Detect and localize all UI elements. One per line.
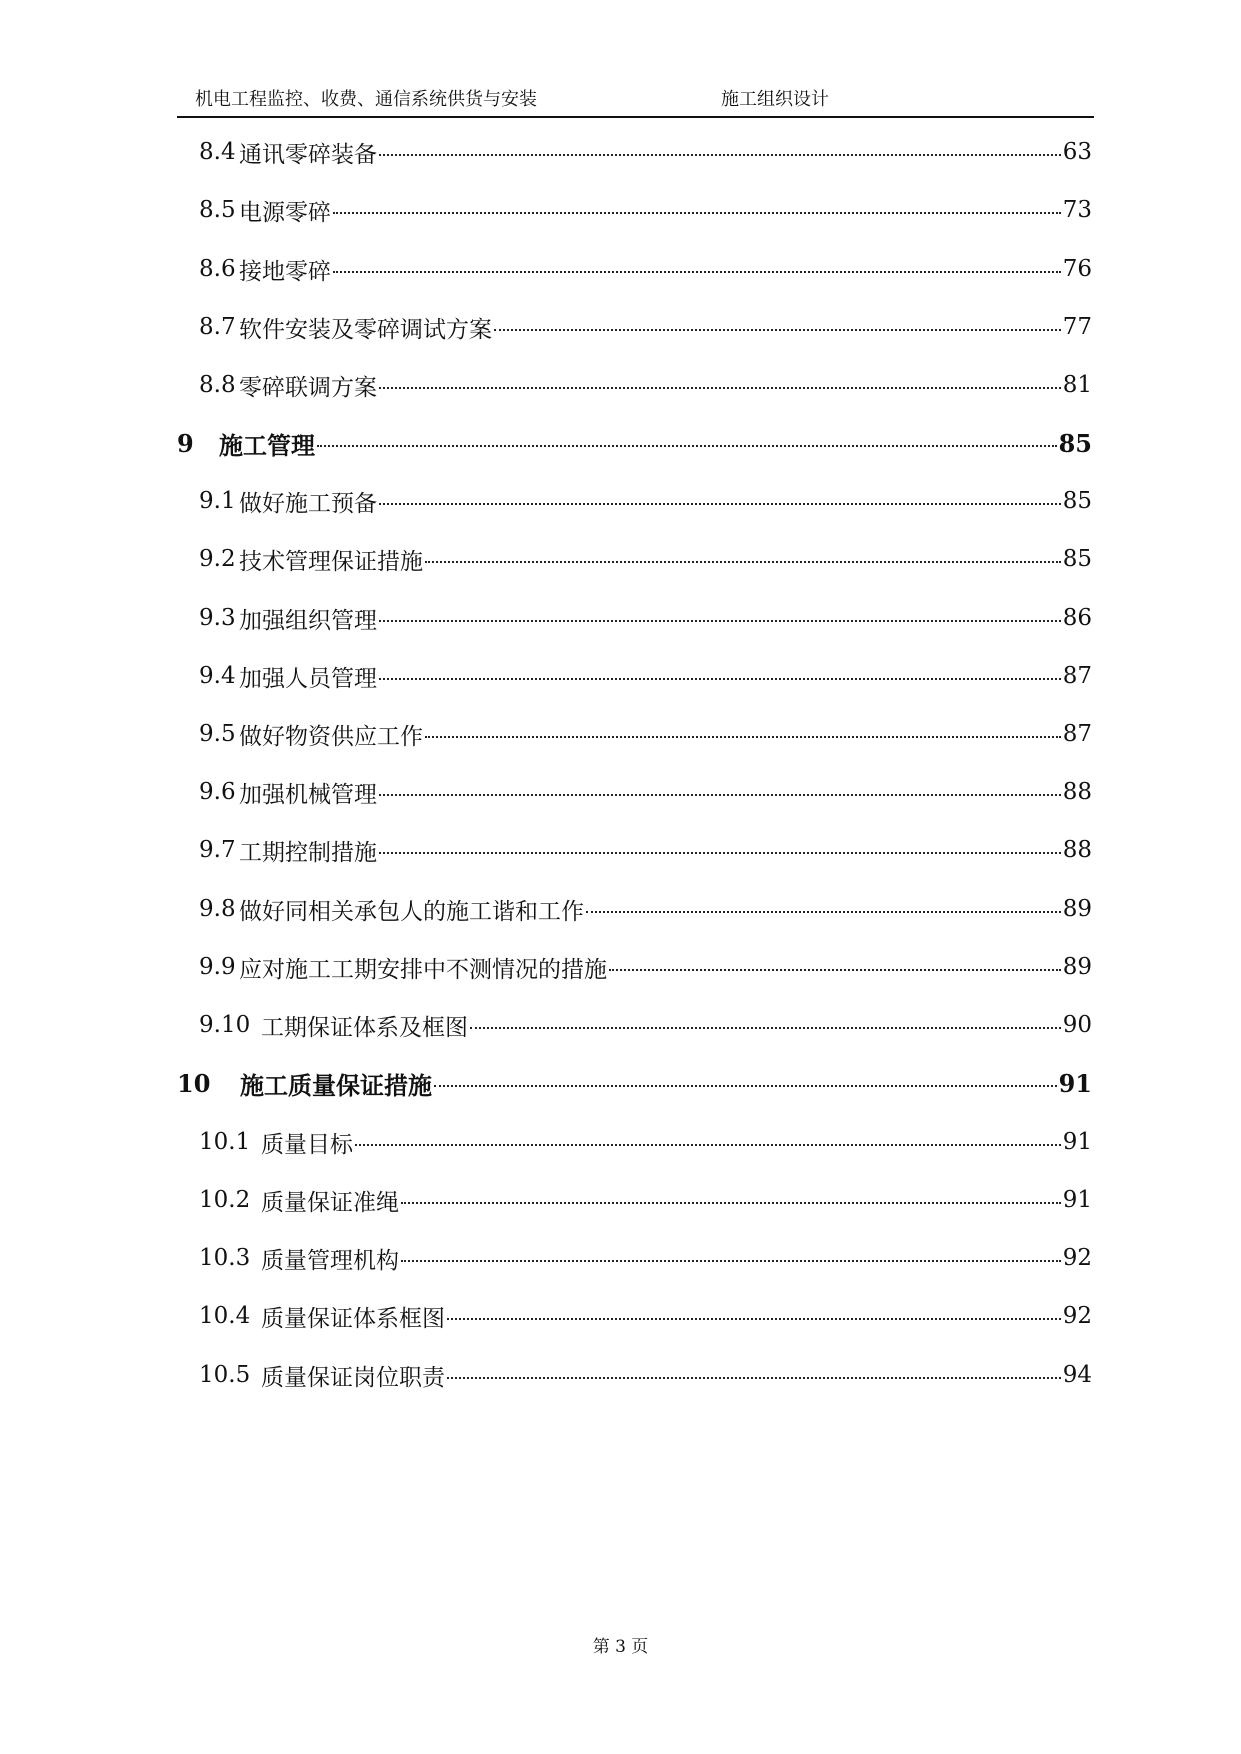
toc-entry[interactable]: [177, 717, 1092, 751]
toc-entry-line: [239, 659, 1092, 693]
toc-leader-dots: [425, 561, 1061, 563]
toc-entry-number: 9.6: [199, 779, 236, 805]
toc-entry-line: [239, 833, 1092, 867]
toc-leader-dots: [333, 212, 1061, 214]
toc-leader-dots: [379, 620, 1061, 622]
toc-entry[interactable]: [177, 1358, 1092, 1392]
toc-entry-line: [261, 1241, 1092, 1275]
toc-entry[interactable]: [177, 310, 1092, 344]
toc-entry[interactable]: [177, 1299, 1092, 1333]
toc-entry[interactable]: [177, 833, 1092, 867]
toc-entry-page: 81: [1062, 372, 1092, 398]
toc-leader-dots: [379, 852, 1061, 854]
toc-entry-page: 91: [1062, 1129, 1092, 1155]
toc-entry[interactable]: [177, 950, 1092, 984]
toc-leader-dots: [379, 387, 1061, 389]
toc-entry-line: [239, 601, 1092, 635]
toc-entry-title: 质量管理机构: [261, 1247, 399, 1274]
toc-leader-dots: [609, 969, 1061, 971]
toc-entry-line: [239, 950, 1092, 984]
toc-entry-number: 9.1: [199, 488, 236, 514]
toc-entry-number: 10.2: [199, 1187, 251, 1213]
toc-entry-title: 质量保证体系框图: [261, 1305, 445, 1332]
toc-entry-page: 77: [1062, 314, 1092, 340]
toc-entry-page: 94: [1062, 1362, 1092, 1388]
toc-leader-dots: [447, 1377, 1061, 1379]
toc-entry-page: 88: [1062, 779, 1092, 805]
toc-entry-title: 施工管理: [219, 430, 315, 460]
toc-entry-title: 应对施工工期安排中不测情况的措施: [239, 956, 607, 983]
toc-entry[interactable]: [177, 193, 1092, 227]
toc-entry-number: 9.9: [199, 954, 236, 980]
toc-entry-number: 10.3: [199, 1245, 251, 1271]
toc-entry[interactable]: [177, 775, 1092, 809]
toc-entry-number: 8.8: [199, 372, 236, 398]
toc-entry-number: 9.7: [199, 837, 236, 863]
toc-entry-title: 施工质量保证措施: [240, 1070, 432, 1100]
toc-entry-title: 加强人员管理: [239, 665, 377, 692]
page-footer: [0, 1632, 1241, 1657]
toc-entry-page: 90: [1062, 1012, 1092, 1038]
toc-entry[interactable]: [177, 542, 1092, 576]
header-project-title: 机电工程监控、收费、通信系统供货与安装: [195, 89, 537, 110]
toc-entry-page: 85: [1062, 488, 1092, 514]
toc-entry-line: [261, 1299, 1092, 1333]
toc-entry-line: [239, 368, 1092, 402]
toc-entry-page: 87: [1062, 721, 1092, 747]
toc-leader-dots: [379, 794, 1061, 796]
toc-entry-number: 9.8: [199, 896, 236, 922]
toc-entry-page: 63: [1062, 139, 1092, 165]
toc-entry-number: 10.1: [199, 1129, 251, 1155]
toc-entry-title: 做好物资供应工作: [239, 723, 423, 750]
toc-entry-page: 89: [1062, 896, 1092, 922]
header-document-type: 施工组织设计: [721, 89, 829, 110]
toc-chapter-entry[interactable]: [177, 426, 1092, 460]
toc-entry-title: 零碎联调方案: [239, 374, 377, 401]
toc-leader-dots: [379, 154, 1061, 156]
toc-entry-number: 8.4: [199, 139, 236, 165]
toc-leader-dots: [586, 911, 1061, 913]
toc-entry-number: 10: [177, 1068, 211, 1098]
toc-entry-title: 质量保证准绳: [261, 1189, 399, 1216]
toc-leader-dots: [425, 736, 1061, 738]
toc-entry-line: [239, 252, 1092, 286]
toc-entry-page: 85: [1058, 428, 1092, 458]
toc-leader-dots: [470, 1027, 1061, 1029]
toc-entry-title: 工期保证体系及框图: [261, 1014, 468, 1041]
toc-leader-dots: [379, 678, 1061, 680]
toc-leader-dots: [494, 329, 1061, 331]
toc-entry-number: 10.4: [199, 1303, 251, 1329]
toc-entry-line: [261, 1008, 1092, 1042]
toc-entry-line: [239, 310, 1092, 344]
toc-leader-dots: [447, 1318, 1061, 1320]
toc-entry-page: 88: [1062, 837, 1092, 863]
toc-entry[interactable]: [177, 601, 1092, 635]
toc-entry[interactable]: [177, 659, 1092, 693]
toc-leader-dots: [317, 445, 1057, 447]
toc-entry-title: 工期控制措施: [239, 839, 377, 866]
toc-entry[interactable]: [177, 484, 1092, 518]
toc-entry-title: 软件安装及零碎调试方案: [239, 316, 492, 343]
toc-entry-page: 91: [1058, 1068, 1092, 1098]
toc-entry-number: 8.5: [199, 197, 236, 223]
toc-entry-line: [239, 135, 1092, 169]
toc-entry-title: 加强组织管理: [239, 607, 377, 634]
toc-entry-line: [219, 426, 1092, 460]
toc-entry-line: [239, 717, 1092, 751]
toc-entry-number: 9.10: [199, 1012, 251, 1038]
toc-entry[interactable]: [177, 1008, 1092, 1042]
toc-entry[interactable]: [177, 252, 1092, 286]
toc-entry-number: 9.3: [199, 605, 236, 631]
toc-entry-page: 85: [1062, 546, 1092, 572]
toc-entry-title: 电源零碎: [239, 199, 331, 226]
toc-entry-number: 10.5: [199, 1362, 251, 1388]
toc-entry-line: [239, 892, 1092, 926]
toc-entry-line: [261, 1358, 1092, 1392]
toc-entry-title: 接地零碎: [239, 258, 331, 285]
toc-entry-line: [261, 1183, 1092, 1217]
toc-entry-line: [239, 775, 1092, 809]
toc-entry[interactable]: [177, 892, 1092, 926]
toc-entry-title: 质量保证岗位职责: [261, 1364, 445, 1391]
toc-entry[interactable]: [177, 1125, 1092, 1159]
toc-entry-page: 76: [1062, 256, 1092, 282]
toc-entry-title: 加强机械管理: [239, 781, 377, 808]
toc-entry[interactable]: [177, 1183, 1092, 1217]
toc-entry-page: 73: [1062, 197, 1092, 223]
toc-leader-dots: [379, 503, 1061, 505]
toc-entry-number: 8.7: [199, 314, 236, 340]
toc-entry-page: 92: [1062, 1303, 1092, 1329]
toc-entry-line: [239, 484, 1092, 518]
toc-entry-line: [240, 1066, 1092, 1100]
toc-entry-page: 86: [1062, 605, 1092, 631]
toc-entry-number: 9.5: [199, 721, 236, 747]
toc-entry-title: 技术管理保证措施: [239, 548, 423, 575]
page-header: [177, 88, 1094, 118]
toc-entry-line: [261, 1125, 1092, 1159]
toc-entry-page: 89: [1062, 954, 1092, 980]
toc-leader-dots: [401, 1202, 1061, 1204]
toc-entry-title: 做好施工预备: [239, 490, 377, 517]
toc-entry-number: 9: [177, 428, 194, 458]
toc-entry-title: 做好同相关承包人的施工谐和工作: [239, 898, 584, 925]
toc-leader-dots: [355, 1144, 1061, 1146]
toc-leader-dots: [333, 271, 1061, 273]
toc-chapter-entry[interactable]: [177, 1066, 1092, 1100]
toc-entry-number: 8.6: [199, 256, 236, 282]
toc-entry[interactable]: [177, 368, 1092, 402]
toc-entry-number: 9.2: [199, 546, 236, 572]
toc-entry-line: [239, 542, 1092, 576]
toc-entry-title: 质量目标: [261, 1131, 353, 1158]
toc-entry-page: 87: [1062, 663, 1092, 689]
toc-entry[interactable]: [177, 135, 1092, 169]
toc-entry-title: 通讯零碎装备: [239, 141, 377, 168]
toc-leader-dots: [401, 1260, 1061, 1262]
toc-entry-page: 91: [1062, 1187, 1092, 1213]
toc-entry-line: [239, 193, 1092, 227]
toc-entry-number: 9.4: [199, 663, 236, 689]
page-number: 第 3 页: [592, 1637, 649, 1657]
toc-entry-page: 92: [1062, 1245, 1092, 1271]
toc-entry[interactable]: [177, 1241, 1092, 1275]
toc-leader-dots: [434, 1085, 1057, 1087]
